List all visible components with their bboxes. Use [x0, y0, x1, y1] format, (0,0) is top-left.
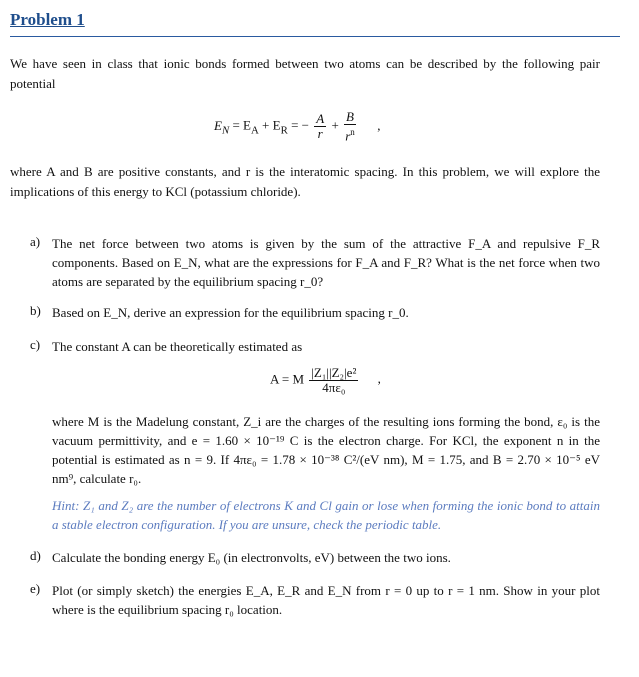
item-c-text: The constant A can be theoretically estimated as [52, 339, 303, 354]
item-c-details: where M is the Madelung constant, Z_i are the charges of the resulting ions forming the bond, ε₀ is the vacuum permittivity, and e = 1.60 × 10⁻¹⁹ C is the electron charge. For KCl, the exponent n in the potential is estimated as n = 9. If 4πε₀ = 1.78 × 10⁻³⁸ C²/(eV nm), M = 1.75, and B = 2.70 × 10⁻⁵ eV nm⁹, calculate r₀. [52, 414, 600, 486]
intro-paragraph: We have seen in class that ionic bonds formed between two atoms can be described by the following pair potential [10, 56, 600, 91]
item-c-hint: Hint: Z₁ and Z₂ are the number of electrons K and Cl gain or lose when forming the ionic bond to attain a stable electron configuration. If you are unsure, check the periodic table. [52, 498, 600, 532]
item-b-label: b) [30, 303, 41, 318]
madelung-equation: A = M $\frac{\text{|Z₁||Z₂|e²}}{\text{4πε₀}}$ , [270, 365, 381, 395]
eq-en: $E_N$ [214, 117, 230, 137]
item-b-text: Based on E_N, derive an expression for the equilibrium spacing r_0. [52, 305, 409, 320]
item-c-label: c) [30, 337, 41, 352]
fraction-z-over-4pieps: $\frac{\text{|Z₁||Z₂|e²}}{\text{4πε₀}}$ [311, 365, 357, 395]
fraction-b-over-rn: $\frac{B}{r^n}$ [345, 109, 355, 144]
item-a-text: The net force between two atoms is given by the sum of the attractive F_A and repulsive F_R components. Based on E_N, what are the expressions for F_A and F_R? What is the net force when two atoms are separated by the equilibrium spacing r_0? [52, 236, 600, 289]
item-e-label: e) [30, 581, 41, 596]
pair-potential-equation: $E_N = E_A + E_R$ = − $\frac{A}{r}$ + $\frac{B}{r^n}$ , [214, 109, 381, 144]
title-underline-rule [10, 36, 620, 37]
item-e-text: Plot (or simply sketch) the energies E_A, E_R and E_N from r = 0 up to r = 1 nm. Show in your plot where is the equilibrium spacing r₀ location. [52, 583, 600, 617]
item-d-label: d) [30, 548, 41, 563]
fraction-a-over-r: $\frac{A}{r}$ [316, 111, 325, 142]
where-paragraph: where A and B are positive constants, and r is the interatomic spacing. In this problem, we will explore the implications of this energy to KCl (potassium chloride). [10, 164, 600, 199]
problem-title: Problem 1 [10, 10, 85, 29]
item-a-label: a) [30, 234, 41, 249]
item-d-text: Calculate the bonding energy E₀ (in electronvolts, eV) between the two ions. [52, 550, 451, 565]
